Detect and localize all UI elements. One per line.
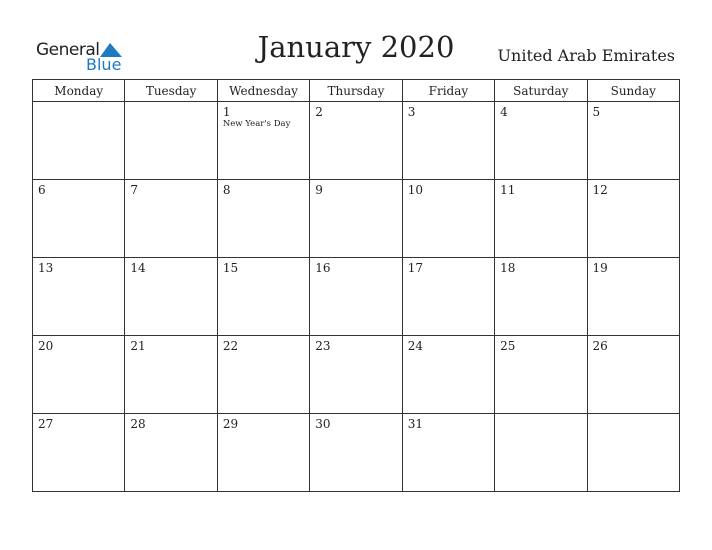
day-number: 4 bbox=[500, 105, 508, 119]
day-number: 1 bbox=[222, 105, 231, 119]
region-label: United Arab Emirates bbox=[497, 46, 675, 65]
calendar-title: January 2020 bbox=[257, 30, 455, 64]
day-number: 16 bbox=[315, 261, 331, 275]
day-cell bbox=[33, 414, 125, 492]
day-number: 17 bbox=[407, 261, 423, 275]
day-number: 26 bbox=[592, 339, 608, 353]
logo-text-general: General bbox=[36, 40, 100, 60]
week-row bbox=[33, 414, 680, 492]
week-row bbox=[33, 102, 680, 180]
day-cell bbox=[495, 180, 587, 258]
day-number: 8 bbox=[222, 183, 231, 197]
day-cell bbox=[310, 102, 402, 180]
day-cell bbox=[587, 336, 679, 414]
weekday-header: Thursday bbox=[310, 80, 402, 102]
weekday-header: Wednesday bbox=[217, 80, 309, 102]
day-number: 28 bbox=[130, 417, 146, 431]
week-row bbox=[33, 336, 680, 414]
weekday-header: Friday bbox=[402, 80, 494, 102]
day-number: 25 bbox=[500, 339, 516, 353]
day-number: 22 bbox=[222, 339, 239, 353]
day-cell bbox=[402, 414, 494, 492]
weekday-header: Saturday bbox=[495, 80, 587, 102]
day-cell bbox=[125, 180, 217, 258]
day-number: 31 bbox=[407, 417, 423, 431]
weekday-header-row bbox=[33, 80, 680, 102]
day-cell bbox=[587, 102, 679, 180]
day-number: 3 bbox=[407, 105, 416, 119]
day-cell bbox=[33, 336, 125, 414]
day-cell bbox=[402, 258, 494, 336]
day-cell bbox=[587, 180, 679, 258]
empty-day-cell bbox=[587, 414, 679, 492]
day-cell bbox=[125, 414, 217, 492]
week-row bbox=[33, 180, 680, 258]
empty-day-cell bbox=[125, 102, 217, 180]
day-number: 18 bbox=[500, 261, 516, 275]
day-number: 14 bbox=[130, 261, 146, 275]
day-number: 9 bbox=[315, 183, 323, 197]
day-cell bbox=[310, 258, 402, 336]
day-number: 27 bbox=[38, 417, 54, 431]
weekday-header: Sunday bbox=[587, 80, 679, 102]
calendar-grid bbox=[32, 79, 680, 492]
day-number: 11 bbox=[500, 183, 516, 197]
day-number: 13 bbox=[38, 261, 54, 275]
weekday-header: Tuesday bbox=[125, 80, 217, 102]
day-cell bbox=[217, 102, 309, 180]
day-cell bbox=[125, 258, 217, 336]
day-number: 5 bbox=[592, 105, 601, 119]
day-cell bbox=[310, 414, 402, 492]
day-cell bbox=[587, 258, 679, 336]
day-cell bbox=[217, 180, 309, 258]
day-cell bbox=[495, 336, 587, 414]
day-cell bbox=[402, 180, 494, 258]
day-cell bbox=[217, 414, 309, 492]
day-number: 20 bbox=[38, 339, 54, 353]
day-number: 12 bbox=[592, 183, 608, 197]
day-cell bbox=[33, 180, 125, 258]
day-cell bbox=[495, 258, 587, 336]
day-number: 24 bbox=[407, 339, 423, 353]
day-cell bbox=[402, 336, 494, 414]
day-number: 6 bbox=[38, 183, 46, 197]
empty-day-cell bbox=[33, 102, 125, 180]
day-number: 29 bbox=[222, 417, 239, 431]
day-cell bbox=[310, 180, 402, 258]
day-number: 15 bbox=[222, 261, 239, 275]
holiday-label: New Year's Day bbox=[222, 119, 291, 129]
day-cell bbox=[310, 336, 402, 414]
logo-text-blue: Blue bbox=[86, 55, 122, 74]
day-number: 21 bbox=[130, 339, 146, 353]
day-number: 7 bbox=[130, 183, 139, 197]
day-number: 23 bbox=[315, 339, 331, 353]
day-cell bbox=[495, 102, 587, 180]
day-number: 10 bbox=[407, 183, 423, 197]
empty-day-cell bbox=[495, 414, 587, 492]
day-number: 2 bbox=[315, 105, 323, 119]
day-cell bbox=[402, 102, 494, 180]
day-cell bbox=[217, 336, 309, 414]
day-cell bbox=[125, 336, 217, 414]
day-number: 19 bbox=[592, 261, 608, 275]
weekday-header: Monday bbox=[33, 80, 125, 102]
week-row bbox=[33, 258, 680, 336]
day-cell bbox=[33, 258, 125, 336]
day-cell bbox=[217, 258, 309, 336]
day-number: 30 bbox=[315, 417, 331, 431]
